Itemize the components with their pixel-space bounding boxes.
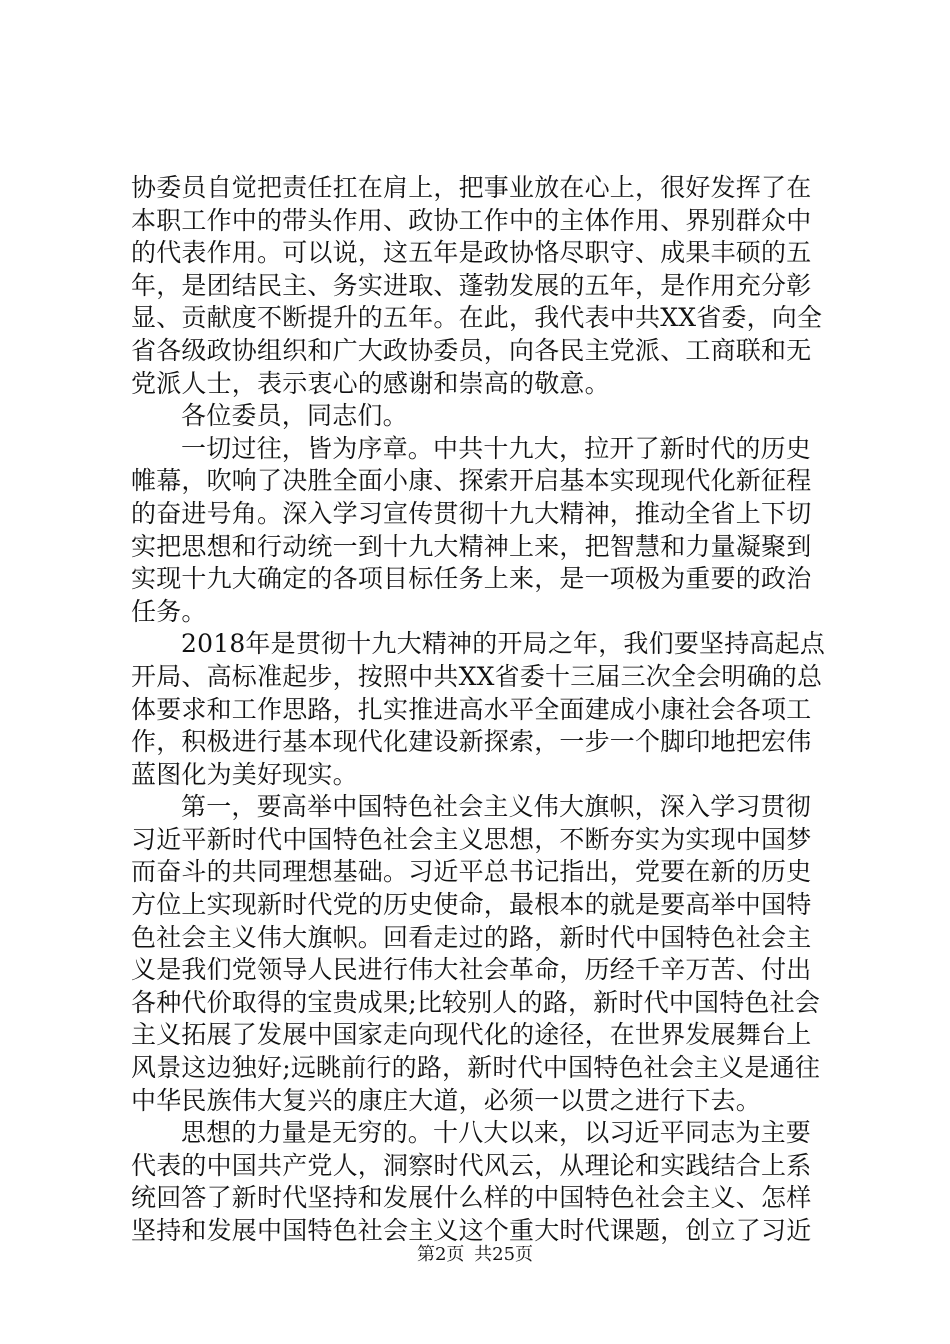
text-line: 2018年是贯彻十九大精神的开局之年，我们要坚持高起点 (181, 629, 826, 659)
text-line: 代表的中国共产党人，洞察时代风云，从理论和实践结合上系 (131, 1150, 812, 1180)
page-footer (0, 1243, 950, 1267)
text-line: 蓝图化为美好现实。 (131, 759, 358, 789)
paragraph (131, 628, 826, 791)
text-line: 协委员自觉把责任扛在肩上，把事业放在心上，很好发挥了在 (131, 173, 812, 202)
text-line: 方位上实现新时代党的历史使命，最根本的就是要高举中国特 (131, 890, 812, 920)
text-line: 第一，要高举中国特色社会主义伟大旗帜，深入学习贯彻 (181, 792, 812, 822)
text-line: 各种代价取得的宝贵成果;比较别人的路，新时代中国特色社会 (131, 987, 821, 1017)
text-line: 坚持和发展中国特色社会主义这个重大时代课题，创立了习近 (131, 1216, 812, 1245)
text-line: 年，是团结民主、务实进取、蓬勃发展的五年，是作用充分彰 (131, 270, 812, 300)
text-line: 一切过往，皆为序章。中共十九大，拉开了新时代的历史 (181, 433, 812, 463)
text-line: 本职工作中的带头作用、政协工作中的主体作用、界别群众中 (131, 205, 812, 235)
text-line: 体要求和工作思路，扎实推进高水平全面建成小康社会各项工 (131, 694, 812, 724)
text-line: 任务。 (131, 596, 207, 626)
text-line: 省各级政协组织和广大政协委员，向各民主党派、工商联和无 (131, 335, 812, 365)
document-body (131, 172, 826, 1248)
paragraph (131, 400, 819, 433)
text-line: 各位委员，同志们。 (181, 401, 408, 431)
text-line: 作，积极进行基本现代化建设新探索，一步一个脚印地把宏伟 (131, 727, 812, 757)
text-line: 主义拓展了发展中国家走向现代化的途径，在世界发展舞台上 (131, 1020, 812, 1050)
text-line: 习近平新时代中国特色社会主义思想，不断夯实为实现中国梦 (131, 824, 812, 854)
paragraph (131, 172, 823, 400)
text-line: 而奋斗的共同理想基础。习近平总书记指出，党要在新的历史 (131, 857, 812, 887)
text-line: 风景这边独好;远眺前行的路，新时代中国特色社会主义是通往 (131, 1053, 821, 1083)
text-line: 显、贡献度不断提升的五年。在此，我代表中共XX省委，向全 (131, 303, 823, 333)
text-line: 帷幕，吹响了决胜全面小康、探索开启基本实现现代化新征程 (131, 466, 812, 496)
page-total: 共25页 (474, 1244, 534, 1265)
text-line: 色社会主义伟大旗帜。回看走过的路，新时代中国特色社会主 (131, 922, 812, 952)
paragraph (131, 1117, 819, 1247)
text-line: 开局、高标准起步，按照中共XX省委十三届三次全会明确的总 (131, 661, 823, 691)
text-line: 的奋进号角。深入学习宣传贯彻十九大精神，推动全省上下切 (131, 498, 812, 528)
text-line: 中华民族伟大复兴的康庄大道，必须一以贯之进行下去。 (131, 1085, 762, 1115)
text-line: 实现十九大确定的各项目标任务上来，是一项极为重要的政治 (131, 564, 812, 594)
page-number: 第2页 (416, 1244, 465, 1265)
text-line: 统回答了新时代坚持和发展什么样的中国特色社会主义、怎样 (131, 1183, 812, 1213)
text-line: 党派人士，表示衷心的感谢和崇高的敬意。 (131, 368, 610, 398)
text-line: 思想的力量是无穷的。十八大以来，以习近平同志为主要 (181, 1118, 812, 1148)
paragraph (131, 433, 819, 629)
paragraph (131, 791, 819, 1117)
text-line: 实把思想和行动统一到十九大精神上来，把智慧和力量凝聚到 (131, 531, 812, 561)
text-line: 义是我们党领导人民进行伟大社会革命，历经千辛万苦、付出 (131, 955, 812, 985)
text-line: 的代表作用。可以说，这五年是政协恪尽职守、成果丰硕的五 (131, 238, 812, 268)
